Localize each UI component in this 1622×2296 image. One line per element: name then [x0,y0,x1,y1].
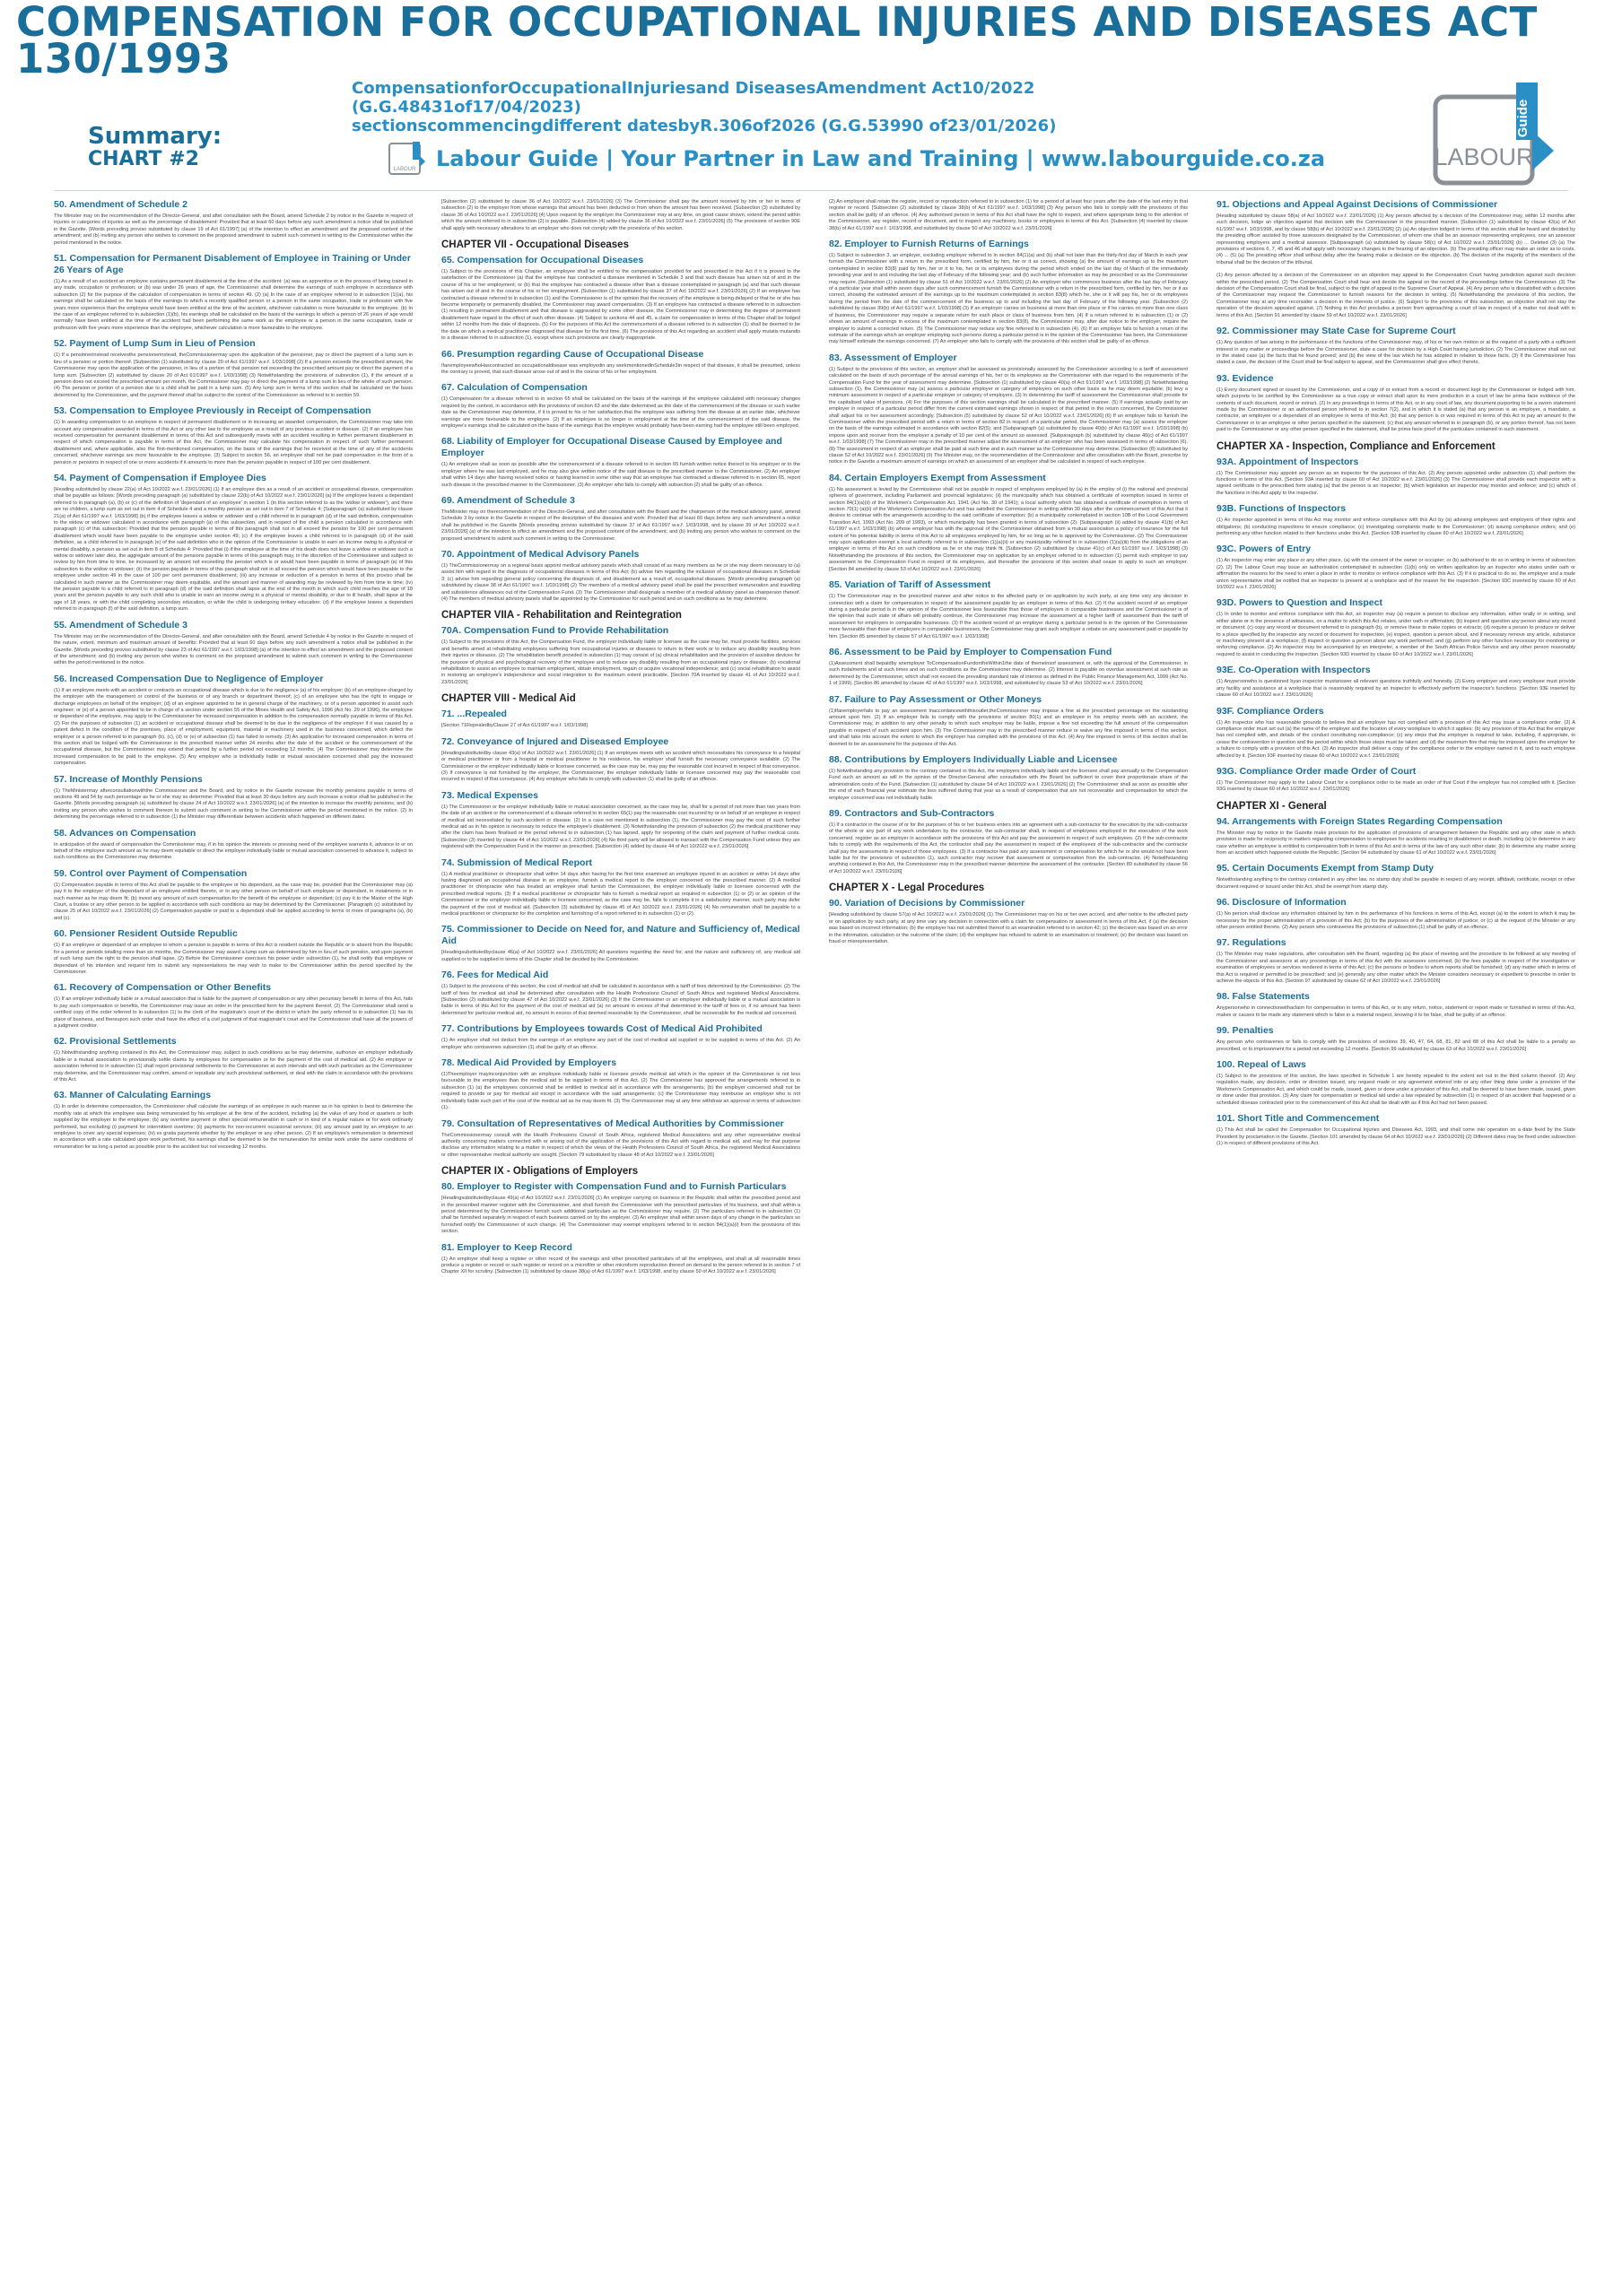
act-section [1216,766,1575,794]
summary-heading: Summary: [88,123,222,150]
section-heading: 85. Variation of Tariff of Assessment [829,579,991,591]
section-text: (1) The Commissioner may appoint any person as an inspector for the purposes of this Act. (2) Any person appointed under subsection (1) shall perform the functions in terms of this Act. [Section 93A inserted by clause 60 of Act 10/2022 w.e.f. 23/01/2026] (3) The Commissioner shall provide each inspector with a signed certificate in the prescribed form stating (a) that the person is an inspector; (b) which legislation an inspector may monitor and enforce; and (c) which of the functions in this Act apply to the inspector. [1216,470,1575,496]
section-heading: 56. Increased Compensation Due to Negligence of Employer [54,673,324,684]
section-text: TheMinister may on therecommendation of the Director-General, and after consultation with the Board and the chairperson of the medical advisory panel, amend Schedule 3 by notice in the Gazette in respect of the description of the diseases and work: Provided that at least 60 days before any such amendment a notice shall be published in the Gazette [Words preceding proviso substituted by clause 37 of Act 61/1997 w.e.f. 1/03/1998, and by clause 39 of Act 10/2022 w.e.f. 23/01/2026] (a) of the intention to effect an amendment and the proposed content of the amendment; and (b) inviting any person who wishes to comment on the proposed amendment to submit such comment in writing to the Commissioner. [441,509,800,542]
section-heading: 76. Fees for Medical Aid [441,970,549,981]
section-heading: 82. Employer to Furnish Returns of Earnings [829,239,1029,250]
act-section [1216,897,1575,931]
section-heading: 100. Repeal of Laws [1216,1059,1306,1071]
act-section [1216,816,1575,857]
act-section [1216,544,1575,591]
section-heading: 63. Manner of Calculating Earnings [54,1090,212,1101]
section-text: (1)Theemployer mayinconjunction with an employee individually liable or licensee provide medical aid which in the opinion of the Commissioner is not less favourable to the employees than the medical aid to be supplied in terms of this Act. (2) The Commissioner has approved the arrangements referred to in subsection (1) (a) the employees concerned shall be entitled to medical aid in accordance with the arrangements; (b) the employer concerned shall not be required to provide or pay for medical aid except in accordance with the said arrangements; (c) the Commissioner may reimburse an employer who is not individually liable such part of the cost of the medical aid as he may deem fit. (3) The Commissioner may at any time withdraw an approval in terms of subsection (1). [441,1072,800,1111]
labour-guide-small-logo-icon [388,140,427,179]
section-text: (1) If an employee or dependant of an employee to whom a pension is payable in terms of this Act is resident outside the Republic or is absent from the Republic for a period or periods totalling more than six months, the Commissioner may award a lump sum as determined by him in lieu of such pension, and upon payment of such lump sum the right to the pension shall lapse. (2) Before the Commissioner exercises his power under subsection (1), he shall notify that employee or dependant of his intention and request him to submit any representations he may wish to make to the Commissioner within the period specified by the Commissioner. [54,943,413,975]
section-heading: 99. Penalties [1216,1025,1274,1037]
act-section [1216,863,1575,891]
section-text: (1) As a result of an accident an employee sustains permanent disablement at the time of the accident: (a) was an apprentice or in the process of being trained in any trade, occupation or profession; or (b) was under 26 years of age, the Commissioner shall determine the earnings of such employee in accordance with subsection (2) for the purpose of the calculation of compensation in terms of section 49. (2) (a) In the case of an employee referred to in subsection (1)(a), his earnings shall be calculated on the basis of the earnings to which a recently qualified person or a person in the same occupation, trade or profession with five years more experience than the employee would have been entitled at the time of the accident, whichever calculation is more favourable to the employee. (b) In the case of an employee referred to in subsection (1)(b), his earnings shall be calculated on the basis of the earnings to which a person of 26 years of age would normally have been entitled at the time of the accident had been performing the same work as the employee or a person in the same occupation, trade or profession with five years more experience than the employee, whichever calculation is more favourable to the employee. [54,279,413,331]
act-section [441,1118,800,1160]
section-heading: 83. Assessment of Employer [829,352,957,363]
section-heading: 72. Conveyance of Injured and Diseased Employee [441,735,669,747]
act-section [54,1090,413,1151]
section-text: (1) Any person affected by a decision of the Commissioner on an objection may appeal to the Compensation Court having jurisdiction against such decision within the prescribed period. (2) The Compensation Court shall hear and decide the appeal on the record of the proceedings before the Commissioner. (3) The decision of the Compensation Court shall be final, subject to the right of appeal to the Supreme Court of Appeal. (4) Any person who is dissatisfied with a decision of the Commissioner may request the Commissioner to furnish reasons for the decision in writing. (5) Notwithstanding the provisions of this section, the Commissioner may at any time reconsider a decision in the interests of justice. (6) Subject to the provisions of this subsection, an objection shall not stay the operation of the decision appealed against. (7) Nothing in this Act precludes a person from approaching a court of law in respect of a matter not dealt with in terms of this Act. [Section 91 amended by clause 59 of Act 10/2022 w.e.f. 23/01/2026] [1216,273,1575,318]
section-text: In anticipation of the award of compensation the Commissioner may, if in his opinion the interests or pressing need of the employee warrants it, advance to or on behalf of the employee such amount as he may deem equitable or direct the employer individually liable or mutual association concerned to advance it, subject to such conditions as the Commissioner may determine. [54,841,413,861]
section-text: (1) TheCommissionermay on a regional basis appoint medical advisory panels which shall consist of as many members as he or she may deem necessary to (a) assist him with regard to the diagnosis of occupational diseases in terms of this Act; (b) advise him regarding the inclusion of occupational diseases in Schedule 3; (c) advise him regarding general policy concerning the diagnosis of, and disablement as a result of, occupational diseases. [Words preceding paragraph (a) substituted by clause 38 of Act 61/1997 w.e.f. 1/03/1998] (2) The members of a medical advisory panel shall be paid the prescribed remuneration and travelling and subsistence allowances out of the Compensation Fund. (3) The Commissioner shall designate a member of a medical advisory panel as chairperson thereof. (4) The members of medical advisory panels shall be appointed by the Commissioner for such period and on such conditions as he may determine. [441,563,800,603]
section-text: [Headingsubstitutedbyclause 49(a) of Act 10/2022 w.e.f. 23/01/2026] (1) An employer carrying on business in the Republic shall within the prescribed period and in the prescribed manner register with the Commissioner, and shall furnish the Commissioner with the prescribed particulars of his business, and shall within a period determined by the Commissioner furnish such additional particulars as the Commissioner may require. (2) The particulars referred to in subsection (1) shall be furnished separately in respect of each business carried on by the employer. (3) An employer shall within seven days of any change in the particulars so furnished notify the Commissioner of such change. (4) The Commissioner may exempt employers referred to in section 84(1)(a)(i) from the provisions of this section. [441,1196,800,1235]
act-section [829,199,1188,232]
section-heading: 91. Objections and Appeal Against Decisions of Commissioner [1216,199,1498,210]
section-heading: 51. Compensation for Permanent Disablement of Employee in Training or Under 26 Years of Age [54,253,411,276]
act-section [1216,1025,1575,1053]
section-text: Anypersonwho in connectionwithaclaim for compensation in terms of this Act, or in any return, notice, statement or report made or furnished in terms of this Act, makes or causes to be made any statement which is false in a material respect, knowing it to be false, shall be guilty of an offence. [1216,1005,1575,1018]
act-section [1216,503,1575,537]
act-section [54,405,413,466]
act-section [1216,706,1575,760]
amendment-reference [352,79,1249,135]
act-section [829,898,1188,945]
section-text: (1) Notwithstanding any provision to the contrary contained in this Act, the employers individually liable and the licensee shall pay annually to the Compensation Fund such an amount as will in the opinion of the Director-General after consultation with the Board be sufficient to cover their proportionate share of the administration costs of the Fund. [Subsection (1) substituted by clause 54 of Act 10/2022 w.e.f. 23/01/2026] (2) The Commissioner shall as soon as possible after the end of each financial year estimate the loss suffered during that year as a result of compensation that are not recoverable and compensation for which the employer concerned was not individually liable. [829,769,1188,801]
section-text: [Heading substituted by clause 57(a) of Act 10/2022 w.e.f. 23/01/2026] (1) The Commissioner may on his or her own accord, and after notice to the affected party or on application by such party, at any time vary any decision in connection with a claim for compensation or assessment in terms of this Act, if (a) the decision was based on incorrect information; (b) the employer has not submitted thereof to an examination referred to in section 42; (c) the decision was based on an error in the information, calculation or the outcome of the claim; (d) the employee has refused to submit to an examination or treatment; (e) the decision was based on fraud or misrepresentation. [829,912,1188,944]
act-section [1216,457,1575,498]
act-section [441,970,800,1017]
section-text: IfanemployeewhoHascontracted an occupationaldisease was employedin any workmentionedinSchedule3in respect of that disease, it shall be presumed, unless the contrary is proved, that such disease arose out of and in the course of his or her employment. [441,362,800,375]
document-body [54,199,1575,2289]
section-text: (1) Every document signed or issued by the Commissioner, and a copy of or extract from a record or document kept by the Commissioner or lodged with him, which purports to be certified by the Commissioner as a true copy or extract shall upon its mere production in a court of law be prima facie evidence of the contents of such document, record or extract. (2) In any proceedings in terms of this Act, or in any court of law, any document purporting to be a sworn statement made by the Commissioner or an authorised person referred to in section 7(2), and in which it is stated (a) that any person is an employer, a mandator, a contractor, an employee or a dependant of an employee in terms of this Act; (b) that any person is or was required in terms of this Act to pay an amount to the Commissioner or to an employee or other person specified in the statement; (c) that any amount referred to in paragraph (b), or any portion thereof, has not been paid to the Commissioner or any other person specified in the statement, shall be prima facie proof of the particulars contained in such statement. [1216,387,1575,433]
act-section [54,828,413,862]
act-section [829,239,1188,346]
section-text: Notwithstanding anything to the contrary contained in any other law, no stamp duty shall be payable in respect of any receipt, affidavit, certificate, receipt or other document required or issued under this Act, shall be exempt from stamp duty. [1216,877,1575,890]
amendment-line-1: CompensationforOccupationalInjuriesand DiseasesAmendment Act10/2022 (G.G.48431of17/04/2023) [352,79,1035,117]
section-text: (1) An employer shall keep a register or other record of the earnings and other prescribed particulars of all the employees, and shall at all reasonable times produce a register or record or such register or record on a microfilm or other microform reproduction thereof on demand to the person referred to in section 7 of Chapter XII for scrutiny. [Subsection (1) substituted by clause 38(a) of Act 61/1997 w.e.f. 1/03/1998, and by clause 50 of Act 10/2022 w.e.f. 23/01/2026] [441,1256,800,1275]
act-section [441,1181,800,1235]
chart-number: CHART #2 [88,148,199,170]
section-heading: 93D. Powers to Question and Inspect [1216,597,1382,609]
section-heading: 69. Amendment of Schedule 3 [441,494,575,506]
section-text: (1) The Commissioner may apply to the Labour Court for a compliance order to be made an order of that Court if the employer has not complied with it. [Section 93G inserted by clause 60 of Act 10/2022 w.e.f. 23/01/2026] [1216,779,1575,793]
section-heading: 78. Medical Aid Provided by Employers [441,1057,617,1069]
document-header [0,0,1622,194]
section-text: (1) An inspector appointed in terms of this Act may monitor and enforce compliance with this Act by (a) advising employees and employers of their rights and obligations; (b) conducting inspections to ensure compliance; (c) investigating complaints made to the Commissioner; (d) issuing compliance orders; and (e) performing any other function related to their functions under this Act. [Section 93B inserted by clause 60 of Act 10/2022 w.e.f. 23/01/2026] [1216,517,1575,536]
section-text: (1) No assessment is levied by the Commissioner shall not be payable in respect of employees employed by (a) in the employ of (i) the national and provincial spheres of government, including Parliament and provincial legislatures; (ii) the municipality which has obtained a certificate of exemption issued in terms of section 84(1)(a)(ii) of the Workmen's Compensation Act, 1941 (Act No. 30 of 1941); a local authority which has obtained a certificate of exemption in terms of section 70(1) (a)(ii) of the Workmen's Compensation Act and has satisfied the Commissioner in writing within 30 days after the commencement of this Act that it desires to continue with the arrangements according to the said certificate of exemption; (b) a municipality contemplated in section 10B of the Local Government Transition Act, 1993 (Act No. 209 of 1993), or which municipality has been granted in terms of subsection (2). [Subparagraph (ii) added by clause 41(b) of Act 61/1997 w.e.f. 1/03/1998] (b) whose employer has with the approval of the Commissioner obtained from a mutual association a policy of insurance for the full extent of his potential liability in terms of this Act to all employees employed by him, for so long as he is approved by the Commissioner. (2) The Commissioner may upon application exempt a local authority referred to in subsection (1)(a)(ii) or any municipality referred to in subsection (1)(a)(iii) from the obligations of an employer in terms of this Act on such conditions as he or she may think fit. [Subsection (2) substituted by clause 41(c) of Act 61/1997 w.e.f. 1/03/1998] (3) Notwithstanding the provisions of this section, the Commissioner may on application by an employer referred to in subsection (1) permit such employer to pay assessment to the Compensation Fund in respect of its employees, and thereafter the provisions of this section shall cease to apply to such an employer. [Section 84 amended by clause 53 of Act 10/2022 w.e.f. 23/01/2026] [829,486,1188,572]
act-section [441,857,800,918]
document-title: COMPENSATION FOR OCCUPATIONAL INJURIES AND DISEASES ACT 130/1993 [16,0,1538,83]
act-section [829,473,1188,573]
section-text: (1) The Commissioner may in the prescribed manner and after notice to the affected party or on application by such party, at any time vary any decision in connection with a claim for compensation in respect of the assessment payable by an employer in terms of this Act. (2) If the accident record of an employer during a particular period is in the opinion of the Commissioner less favourable than those of employers in comparable businesses and the Commissioner is of the opinion that such state of affairs will probably continue, the Commissioner may increase the assessment at a higher tariff of assessment than the tariff of assessment for employers in comparable businesses. (3) If the accident record of an employer during a particular period is in the opinion of the Commissioner more favourable than those of employers in comparable businesses, the Commissioner may grant such employer a rebate on any assessment paid or payable by him. [Section 85 amended by clause 57 of Act 61/1997 w.e.f. 1/03/1998] [829,594,1188,639]
chapter-heading: CHAPTER VIII - Medical Aid [441,693,576,705]
act-section [1216,326,1575,367]
section-text: (1) In order to monitor and enforce compliance with this Act, an inspector may (a) require a person to disclose any information, either orally or in writing, and either alone or in the presence of witnesses, on a matter to which this Act relates, under oath or affirmation; (b) inspect and question any person about any record or document; (c) copy any record or document referred to in paragraph (b), or remove these to make copies or extracts; (d) require a person to produce or deliver to a place specified by the inspector any record or document for inspection; (e) inspect, question a person about, and if necessary remove any article, substance or machinery present at a workplace; (f) inspect or question a person about any work performed; and (g) perform any other function necessary for monitoring or enforcing compliance. (2) An inspector may be accompanied by an interpreter, a member of the South African Police Service and any other person reasonably required to assist in conducting the inspection. [Section 93D inserted by clause 60 of Act 10/2022 w.e.f. 23/01/2026] [1216,612,1575,657]
logo-side-text: Guide [1515,99,1530,138]
section-heading: 98. False Statements [1216,991,1310,1003]
logo-wordmark: LABOUR [1434,144,1534,170]
section-text: (1) This Act shall be called the Compensation for Occupational Injuries and Diseases Act, 1993, and shall come into operation on a date fixed by the State President by proclamation in the Gazette. [Section 101 amended by clause 64 of Act 10/2022 w.e.f. 23/01/2026] (2) Different dates may be fixed under subsection (1) in respect of different provisions of this Act. [1216,1127,1575,1146]
section-text: (1) In awarding compensation to an employee in respect of permanent disablement or in increasing an awarded compensation, the Commissioner may take into account any compensation awarded in terms of this Act or any other law to the employee as a result of any previous accident or disease. (2) If an employee has received compensation for permanent disablement in terms of this Act and subsequently meets with an accident resulting in further permanent disablement in respect of which compensation is payable in terms of this Act, the Commissioner may calculate his compensation in respect of such further permanent disablement and, where applicable, also the first-mentioned compensation, on the basis of the earnings that he received at the time of any of the accidents concerned, whichever earnings are more favourable to the employee. (3) Subject to section 56, an employee shall not be paid compensation in the form of a pension or pensions in respect of one or more accidents if it amounts to more than the pension payable in respect of 100 per cent disablement. [54,420,413,465]
amendment-line-2: sectionscommencingdifferent datesbyR.306of2026 (G.G.53990 of23/01/2026) [352,117,1057,135]
act-section [54,774,413,822]
section-heading: 73. Medical Expenses [441,789,538,801]
section-text: (1) If a contractor in the course of or for the purposes of his or her business enters into an agreement with a sub-contractor for the execution by the sub-contractor of the whole or any part of any work undertaken by the contractor, the sub-contractor shall, in respect of employees employed in the execution of the work concerned, register as an employer in accordance with the provisions of this Act and pay the assessment in respect of such employees. (2) If the sub-contractor fails to comply with the requirements of this Act, the contractor shall pay the assessment in respect of the employees of the sub-contractor and the contractor shall pay the assessments in respect of those employees. (3) If a contractor has paid any assessment or compensation for which he or she would not have been liable but for the provisions of subsection (1), such contractor may recover that assessment or compensation from the sub-contractor. (4) Notwithstanding anything contained in this Act, the Commissioner may in the prescribed manner determine the assessment of the contractor. [Section 89 substituted by clause 56 of Act 10/2022 w.e.f. 23/01/2026] [829,822,1188,874]
header-divider [54,190,1568,191]
section-text: (1)Ifanemployerfails to pay an assessment Inaccordancewiththisoutlet,theCommissioner may impose a fine at the prescribed percentage on the outstanding amount upon him. (2) If an employer fails to comply with the provisions of section 80(1) and an employee in his employ meets with an accident, the Commissioner may, in addition to any other penalty to which such employer may be liable, impose a fine not exceeding the full amount of the compensation payable in respect of such accident upon him. (3) The Commissioner may in the prescribed manner reduce or waive any fine imposed in terms of this section, and shall take into account the extent to which the employer has complied with the provisions of this Act. (4) Any fine imposed in terms of this section shall be deemed to be an assessment for the purposes of this Act. [829,708,1188,747]
act-section [441,625,800,686]
section-text: (1) An inspector may enter any place or any other place, (a) with the consent of the owner or occupier; or (b) authorised to do so in writing in terms of subsection (2). (2) The Labour Court may issue an authorisation contemplated in subsection (1)(b) only on written application by an inspector who states under oath or affirmation the reasons for the need to enter a place in order to monitor or enforce compliance with this Act. (3) If it is practical to do so, the employer and a trade union representative shall be notified that an inspector is present at a workplace and of the reason for the inspection. [Section 93C inserted by clause 60 of Act 10/2022 w.e.f. 23/01/2026] [1216,558,1575,591]
chapter-heading: CHAPTER X - Legal Procedures [829,883,985,894]
section-text: The Minister may on the recommendation of the Director-General, and after consultation with the Board, amend Schedule 2 by notice in the Gazette in respect of injuries or categories of injuries as well as the percentage of disablement: Provided that at least 60 days before any such amendment a notice shall be published in the Gazette. [Words preceding proviso substituted by clause 19 of Act 61/1997] (a) of the intention to effect an amendment and the proposed content of the amendment; and (b) inviting any person who wishes to comment on the proposed amendment to submit such comment in writing to the Commissioner within the period mentioned in the notice. [54,213,413,246]
section-heading: 71. ...Repealed [441,709,507,720]
section-heading: 94. Arrangements with Foreign States Regarding Compensation [1216,815,1503,827]
act-section [54,982,413,1030]
act-section [829,579,1188,640]
act-section [441,1023,800,1051]
section-text: (1) Subject to the provisions of this section, the laws specified in Schedule 1 are hereby repealed to the extent set out in the third column thereof. (2) Any regulation made, any decision, order or direction issued, any request made or any agreement entered into or any other thing done under a provision of the Workmen's Compensation Act, and which could be made, issued, given or done under a provision of this Act, shall be deemed to have been made, issued, given or done under that provision. (3) Any claim for compensation or medical aid under a law repealed by subsection (1) in respect of an accident that happened or a scheduled disease contracted prior to the commencement of this Act shall be dealt with as if this Act had not been passed. [1216,1074,1575,1106]
section-text: (1) Subject to the provisions of this section, an employer shall be assessed as provisionally assessed by the Commissioner according to a tariff of assessment calculated on the basis of such percentage of the annual earnings of his, her or its employees as the Commissioner with due regard to the requirements of the Compensation Fund for the year of assessment may determine. [Subsection (1) substituted by clause 40(a) of Act 61/1997 w.e.f. 1/03/1998] (2) Notwithstanding subsection (1), the Commissioner may (a) assess a particular employer or category of employers on such other basis as he may deem equitable; (b) levy a minimum assessment in respect of a particular employer or category of employers. (3) In determining the tariff of assessment the Commissioner shall provide for the capitalised value of pensions. (4) For the purposes of this section earnings shall be calculated in the prescribed manner. (5) If earnings actually paid by an employer in respect of a particular period differ from the current estimated earnings shown in respect of that period in the return concerned, the Commissioner shall adjust his or her assessment accordingly. [Subsection (5) substituted by clause 52 of Act 10/2022 w.e.f. 23/01/2026] (6) If an employer fails to furnish the Commissioner within the prescribed period with a return in terms of section 82 in respect of a particular period, the Commissioner may (a) assess the employer on the basis of the earnings estimated in accordance with section 82(5); and [Subparagraph (a) substituted by clause 40(b) of Act 61/1997 w.e.f. 1/03/1998] (b) impose upon and recover from the employer a penalty of 10 per cent of the amount so assessed. [Subparagraph (b) substituted by clause 40(c) of Act 61/1997 w.e.f. 1/03/1998] (7) The Commissioner may in the prescribed manner adjust the assessment of an employer who has been assessed in terms of subsection (6). (8) The assessment in respect of an employer shall be paid at such time and in such manner as the Commissioner may determine. [Subsection (8) substituted by clause 52 of Act 10/2022 w.e.f. 23/01/2026] (9) The Minister may, on the recommendation of the Commissioner and after consultation with the Board, prescribe by notice in the Gazette a maximum amount of earnings on which an assessment of an employer shall be calculated in respect of each employee. [829,366,1188,465]
column-3 [829,199,1188,2289]
act-section [54,868,413,922]
section-heading: 74. Submission of Medical Report [441,857,593,868]
act-section [441,199,800,232]
section-text: (1) TheMinistermay afterconsultationwiththe Commissioner and the Board, and by notice in the Gazette increase the monthly pensions payable in terms of sections 49 and 54 by such percentage as he or she may so determine: Provided that at least 30 days before any such increase a notice shall be published in the Gazette. [Words preceding paragraph (a) substituted by clause 24 of Act 10/2022 w.e.f. 23/01/2026] (a) of the intention to increase the monthly pensions; and (b) inviting any person who wishes to comment thereon to submit such comment in writing to the Commissioner within the period mentioned in the notice. (2) In determining the percentage referred to in subsection (1) the Minister may differentiate between accidents which happened on different dates. [54,787,413,821]
section-heading: 65. Compensation for Occupational Diseases [441,255,644,266]
act-section [54,1036,413,1083]
section-heading: 52. Payment of Lump Sum in Lieu of Pension [54,338,256,350]
section-text: (1) Subject to the provisions of this Chapter, an employee shall be entitled to the compensation provided for and prescribed in this Act if it is proved to the satisfaction of the Commissioner (a) that the employee has contracted a disease mentioned in Schedule 3 and that such disease has arisen out of and in the course of his or her employment; or (b) that the employee has contracted a disease other than a disease contemplated in paragraph (a) and that such disease has arisen out of and in the course of his or her employment. [Subsection (1) substituted by clause 37 of Act 10/2022 w.e.f. 23/01/2026] (2) If an employee has contracted a disease referred to in subsection (1) and the Commissioner is of the opinion that the recovery of the employee is being delayed or that he or she has become temporarily or permanently disabled, the Commissioner may award compensation. (3) If an employee has contracted a disease referred to in subsection (1) resulting in permanent disablement and that disease is aggravated by some other disease, the Commissioner may in determining the degree of permanent disablement have regard to the effect of such other disease. (4) Subject to sections 44 and 45, a claim for compensation in terms of this Chapter shall be lodged within 12 months from the date of diagnosis. (5) For the purposes of this Act the commencement of a disease referred to in subsection (1) shall be deemed to be the date on which a medical practitioner diagnosed that disease for the first time. (6) The provisions of this Act regarding an accident shall apply mutatis mutandis to a disease referred to in subsection (1), except where such provisions are clearly inappropriate. [441,269,800,342]
section-heading: 101. Short Title and Commencement [1216,1113,1380,1125]
section-heading: 93A. Appointment of Inspectors [1216,456,1359,467]
section-heading: 96. Disclosure of Information [1216,897,1347,909]
section-text: TheCommissionermay consult with the Health Professions Council of South Africa, registered Medical Associations and any other representative medical authority concerning matters connected with or arising out of the application of the provisions of this Act with regard to medical aid, and may for that purpose disclose any information relating to a matter in respect of which the views of the Health Professions Council of South Africa, the registered Medical Associations or other representative medical authority are sought. [Section 79 substituted by clause 48 of Act 10/2022 w.e.f. 23/01/2026] [441,1132,800,1158]
section-heading: 88. Contributions by Employers Individually Liable and Licensee [829,754,1118,765]
section-text: (1) Any question of law arising in the performance of the functions of the Commissioner may, of his or her own motion or at the request of a party with a sufficient interest in any matter or proceedings before the Commissioner, state a case for decision by a High Court having jurisdiction. (2) The Commissioner shall set out in the stated case (a) the facts that he found proved; and (b) the view of the law which he has adopted in relation to those facts. (3) If the Commissioner has stated a case, the decision of the Court shall be final subject to appeal, and the Commissioner shall give effect thereto. [1216,340,1575,366]
section-heading: 95. Certain Documents Exempt from Stamp Duty [1216,863,1435,874]
section-text: (1) If a pensionerinstead receivesthe pensionerinstead, theCommissionermay upon the application of the pensioner, pay or direct the payment of a lump sum in lieu of a pension or portion thereof. [Subsection (1) substituted by clause 20 of Act 61/1997 w.e.f. 1/03/1998] (2) If a pension exceeds the prescribed amount, the Commissioner may upon the application of the pensioner, in lieu of a portion of that pension not exceeding the prescribed amount pay or direct the payment of a lump sum. [Subsection (2) substituted by clause 20 of Act 61/1997 w.e.f. 1/03/1998] (3) Notwithstanding the provisions of subsection (1), if the amount of a pension does not exceed the prescribed amount per month, the Commissioner may pay or direct the payment of a lump sum in lieu of the whole of such pension. (4) The pension or portion of a pension due to a child shall be paid in a lump sum. (5) Any lump sum in terms of this section shall be calculated on the basis determined by the Commissioner, and the payment thereof shall be subject to the control of the Commissioner as referred to in section 59. [54,352,413,398]
act-section [54,620,413,667]
section-text: (1) An employer shall not deduct from the earnings of an employee any part of the cost of medical aid supplied or to be supplied in terms of this Act. (2) An employer who contravenes subsection (1) shall be guilty of an offence. [441,1038,800,1050]
section-text: (1) If an employer individually liable or a mutual association that is liable for the payment of compensation or any other pecuniary benefit in terms of this Act, fails to pay such compensation or benefits, the Commissioner may issue an order in the prescribed form for the payment thereof. (2) The Commissioner shall send a certified copy of the order referred to in subsection (1) to the clerk of the magistrate's court of the district in which the party referred to in subsection (1) has its place of business, and thereupon such order shall have the effect of a civil judgment of that magistrate's court and the Commissioner shall have all the powers of a judgment creditor. [54,996,413,1029]
section-heading: 81. Employer to Keep Record [441,1241,572,1253]
act-section [1216,1113,1575,1147]
act-section [441,255,800,342]
chapter-heading: CHAPTER XA - Inspection, Compliance and Enforcement [1216,440,1496,452]
section-heading: 54. Payment of Compensation if Employee Dies [54,472,266,483]
section-heading: 57. Increase of Monthly Pensions [54,773,203,785]
section-heading: 59. Control over Payment of Compensation [54,867,248,879]
act-section [829,647,1188,688]
small-logo-wordmark: LABOUR [393,167,416,172]
section-heading: 93E. Co-Operation with Inspectors [1216,665,1371,676]
section-text: (1) In order to determine compensation, the Commissioner shall calculate the earnings of an employee in such manner as in his opinion is best to determine the monthly rate at which the employee was being remunerated by his employer at the time of the accident, including (a) the value of any food or quarters or both supplied by the employer to the employee; (b) any overtime payment or other special remuneration in cash or in kind of a regular nature or for work ordinarily performed, but excluding (i) payment for intermittent overtime; (ii) payments for non-recurrent occasional services; (iii) any amount paid by an employer to an employee to cover any special expenses; (iv) ex gratia payments whether by the employer or any other person. (2) If an employee's remuneration is determined in accordance with a rate calculated upon work performed, his earnings shall be deemed to be the remuneration for similar work under the same conditions of remuneration for as long a period as possible prior to the accident but not exceeding 12 months. [54,1104,413,1150]
section-heading: 53. Compensation to Employee Previously in Receipt of Compensation [54,405,371,417]
tagline: Labour Guide | Your Partner in Law and Training | www.labourguide.co.za [436,146,1326,171]
chapter-heading: CHAPTER VIIA - Rehabilitation and Reintegration [441,610,682,622]
section-text: The Minister may on the recommendation of the Director-General, and after consultation with the Board, amend Schedule 4 by notice in the Gazette in respect of the nature, extent, minimum and maximum amount of benefits: Provided that at least 60 days before any such amendment a notice shall be published in the Gazette. [Words preceding proviso substituted by clause 23 of Act 61/1997 w.e.f. 1/03/1998] (a) of the intention to effect an amendment and the proposed content of the amendment; and (b) inviting any person who wishes to comment on the proposed amendment to submit such comment in writing to the Commissioner within the period mentioned in the notice. [54,633,413,666]
section-heading: 93. Evidence [1216,372,1274,384]
section-text: Any person who contravenes or fails to comply with the provisions of sections 39, 40, 47, 64, 68, 81, 82 and 88 of this Act shall be liable to a penalty as prescribed, or to imprisonment for a period not exceeding 12 months. [Section 99 substituted by clause 63 of Act 10/2022 w.e.f. 23/01/2026] [1216,1039,1575,1052]
chapter-heading: CHAPTER XI - General [1216,800,1327,812]
section-text: [Subsection (2) substituted by clause 36 of Act 10/2022 w.e.f. 23/01/2026] (3) The Commissioner shall pay the amount received by him or her in terms of subsection (2) to the employer from whose earnings that amount has been deducted or from whom the amount has been received. [Subsection (3) substituted by clause 36 of Act 10/2022 w.e.f. 23/01/2026] (4) Upon request by the employer the Commissioner may at any time, on good cause shown, extend the period within which the amount referred to in subsection (2) is payable. [Subsection (4) added by clause 36 of Act 10/2022 w.e.f. 23/01/2026] (5) The provisions of section 90E shall apply with necessary alterations to an employer who does not comply with the provisions of this section. [441,199,800,231]
act-section [441,1242,800,1276]
act-section [441,436,800,489]
section-text: (1) Anypersonwho is questioned byan inspector mustanswer all relevant questions truthfully and honestly. (2) Every employer and every employee must provide any facility and assistance at a workplace that is reasonably required by an inspector to effectively perform the inspector's functions. [Section 93E inserted by clause 60 of Act 10/2022 w.e.f. 23/01/2026] [1216,679,1575,699]
section-heading: 75. Commissioner to Decide on Need for, and Nature and Sufficiency of, Medical Aid [441,924,800,947]
section-text: [Heading substituted by clause 58(a) of Act 10/2022 w.e.f. 23/01/2026] (1) Any person affected by a decision of the Commissioner may, within 12 months after such decision, lodge an objection against that decision with the Commissioner in the prescribed manner. [Subsection (1) substituted by clause 43(a) of Act 61/1997 w.e.f. 1/03/1998, and by clause 58(b) of Act 10/2022 w.e.f. 23/01/2026] (2) (a) An objection lodged in terms of this section shall be heard and decided by the presiding officer assisted by three assessors designated by the Commissioner, of whom one shall be an assessor representing employees, one an assessor representing employers and a medical assessor. [Subparagraph (a) substituted by clause 58(c) of Act 10/2022 w.e.f. 23/01/2026] (b) ... Deleted (3) (a) The provisions of sections 6, 7, 45 and 46 shall apply with necessary changes to the hearing of an objection. (b) The presiding officer may make an order as to costs. (4) ... (5) (a) The presiding officer shall without delay after the hearing make a decision on the objection. (b) The decision of the majority of the members of the tribunal shall be the decision of the tribunal. [1216,213,1575,265]
section-text: (1) Subject to the provisions of this section, the cost of medical aid shall be calculated in accordance with a tariff of fees determined by the Commissioner. (2) The tariff of fees for medical aid shall be determined after consultation with the Health Professions Council of South Africa and registered Medical Associations. [Subsection (2) substituted by clause 47 of Act 10/2022 w.e.f. 23/01/2026] (3) If the Commissioner or an employer individually liable or a mutual association is liable in terms of this Act for the payment of the cost of medical aid (a) no amount in excess of that determined in the tariff of fees or, if no amount has been determined for particular medical aid, no amount in excess of that deemed reasonable by the Commissioner, shall be recoverable for the medical aid concerned. [441,984,800,1016]
section-heading: 87. Failure to Pay Assessment or Other Moneys [829,693,1042,705]
act-section [441,349,800,377]
section-heading: 93B. Functions of Inspectors [1216,503,1347,515]
labour-guide-logo-icon [1430,79,1557,190]
section-heading: 86. Assessment to be Paid by Employer to Compensation Fund [829,646,1112,657]
act-section [829,808,1188,875]
chapter-heading: CHAPTER VII - Occupational Diseases [441,239,629,251]
section-heading: 84. Certain Employers Exempt from Assessment [829,472,1046,483]
section-heading: 67. Calculation of Compensation [441,382,588,394]
act-section [441,736,800,784]
act-section [1216,937,1575,985]
act-section [441,790,800,851]
section-heading: 89. Contractors and Sub-Contractors [829,808,995,820]
section-text: (1) No person shall disclose any information obtained by him in the performance of his functions in terms of this Act, except (a) to the extent to which it may be necessary for the proper administration of a provision of this Act; (b) for the purposes of the administration of justice; or (c) at the request of the Minister or any other person entitled thereto. (2) Any person who contravenes the provisions of subsection (1) shall be guilty of an offence. [1216,911,1575,930]
section-text: The Minister may by notice in the Gazette make provision for the application of provisions of arrangement between the Republic and any other state in which provision is made for reciprocity in matters regarding compensation to employees for accidents resulting in disablement or death, including (a) to determine in any case whether an employee is entitled to compensation both in terms of this Act and in terms of the law of any such other state; (b) to determine any matter arising from an accident which happened outside the Republic. [Section 94 substituted by clause 61 of Act 10/2022 w.e.f. 23/01/2026] [1216,830,1575,856]
section-text: (1) Compensation for a disease referred to in section 65 shall be calculated on the basis of the earnings of the employee calculated with necessary changes required by the context, in accordance with the provisions of section 63 and the date determined as the date of the commencement of the disease or such earlier date as the Commissioner may determine, if it is proved to his or her satisfaction that the employee was suffering from the disease at an earlier date, whichever earnings are more favourable to the employee. (2) If an employee is no longer in employment at the time of the commencement of the said disease, the employee's earnings shall be calculated on the basis of the earnings that the employee would probably have been earning had the employee still been employed. [441,396,800,429]
act-section [829,754,1188,802]
section-heading: 80. Employer to Register with Compensation Fund and to Furnish Particulars [441,1181,787,1193]
section-text: [Headingsubstitutedbyclause 46(a) of Act 10/2022 w.e.f. 23/01/2026] All questions regarding the need for, and the nature and sufficiency of, any medical aid supplied or to be supplied in terms of this Chapter shall be decided by the Commissioner. [441,950,800,962]
act-section [1216,597,1575,658]
section-heading: 92. Commissioner may State Case for Supreme Court [1216,326,1456,337]
act-section [54,253,413,332]
act-section [54,473,413,613]
section-heading: 62. Provisional Settlements [54,1036,177,1048]
section-text: (1)Assessment shall bepaidby anemployer ToCompensationFundontheWithin1the date of themeinsof assessment or, with the approval of the Commissioner, in such instalments and at such times and on such conditions as the Commissioner may determine. (2) Interest is payable on overdue assessment at such rate as determined by the Commissioner, which shall not exceed the prevailing standard rate of interest as defined in the Public Finance Management Act, 1999 (Act No. 1 of 1999). [Section 86 amended by clause 42 of Act 61/1997 w.e.f. 1/03/1998, and substituted by clause 53 of Act 10/2022 w.e.f. 23/01/2026] [829,660,1188,687]
column-1 [54,199,413,2289]
section-text: (2) An employer shall retain the register, record or reproduction referred to in subsection (1) for a period of at least four years after the date of the last entry in that register or record. [Subsection (2) substituted by clause 38(b) of Act 61/1997 w.e.f. 1/03/1998] (3) Any person who fails to comply with the provisions of this section shall be guilty of an offence. (4) Any authorised person in terms of this Act shall have the right to inspect, and where appropriate bring to the attention of the Commissioner, any register, record or document, and to inspect any machinery, books or employees in terms of this Act. [Subsection (4) inserted by clause 38(b) of Act 61/1997 w.e.f. 1/03/1998, and substituted by clause 50 of Act 10/2022 w.e.f. 23/01/2026] [829,199,1188,231]
section-text: (1) The Commissioner or the employer individually liable or mutual association concerned, as the case may be, shall for a period of not more than two years from the date of an accident or the commencement of a disease referred to in section 65(1) pay the reasonable cost incurred by or on behalf of an employee in respect of medical aid necessitated by such accident or disease. (2) In a case not mentioned in subsection (1), the Commissioner may pay the cost of such further medical aid as in his opinion is necessary to reduce the employee's disablement. (3) Notwithstanding the provision of subsection (2) the medical practitioner may after the claim has been finalised or the period referred to in subsection (1) has lapsed, apply for reopening of the claim and payment of further medical costs. [Subsection (3) inserted by clause 44 of Act 10/2022 w.e.f. 23/01/2026] (4) No third party will be allowed to transact with the Compensation Fund unless they are registered with the Compensation Fund in the manner as prescribed. [Subsection (4) added by clause 44 of Act 10/2022 w.e.f. 23/01/2026] [441,804,800,850]
section-text: (1) An inspector who has reasonable grounds to believe that an employer has not complied with a provision of this Act may issue a compliance order. (2) A compliance order must set out (a) the name of the employer and the location of every workplace to which it applies; (b) any provision of this Act that the employer has not complied with, and details of the conduct constituting non-compliance; (c) any steps that the employer is required to take, including, if appropriate, to cease the contravention in question and the period within which those steps must be taken; and (d) the maximum fine that may be imposed upon the employer for a failure to comply with a provision of this Act. (3) An inspector shall deliver a copy of the compliance order to the employer named in it, and to each employee affected by it. [Section 93F inserted by clause 60 of Act 10/2022 w.e.f. 23/01/2026] [1216,719,1575,759]
act-section [54,338,413,399]
section-heading: 93G. Compliance Order made Order of Court [1216,765,1417,777]
section-text: (1) Notwithstanding anything contained in this Act, the Commissioner may, subject to such conditions as he may determine, authorize an employer individually liable or a mutual association to provisionally settle claims by employees for compensation or for the payment of the cost of medical aid. (2) An employer or association referred to in subsection (1) shall report provisional settlements to the Commissioner at such intervals and with such particulars as the Commissioner may determine, and the Commissioner may confirm, amend or repudiate any such provisional settlement, or deal with the claim in accordance with the provisions of this Act. [54,1050,413,1083]
chapter-heading: CHAPTER IX - Obligations of Employers [441,1166,639,1178]
act-section [1216,665,1575,699]
column-4 [1216,199,1575,2289]
act-section [1216,273,1575,319]
act-section [54,199,413,247]
act-section [441,924,800,963]
act-section [54,674,413,768]
section-text: (1) Compensation payable in terms of this Act shall be payable to the employee or his dependant, as the case may be, provided that the Commissioner may (a) pay it to the employer of the dependant of an employee entitled thereto, or to any other person on behalf of such employee or dependant, in instalments or in such manner as he may deem fit; (b) invest any amount of such compensation for the benefit of the employee or dependant; (c) pay it to the Master of the High Court, a trustee or any other person to be applied in accordance with such conditions as may be determined by the Commissioner. [Paragraph (c) substituted by clause 25 of Act 10/2022 w.e.f. 23/01/2026] (2) Compensation payable or paid to a dependant shall be applied according to terms or more of paragraphs (a), (b) and (c). [54,882,413,921]
act-section [441,382,800,430]
section-heading: 60. Pensioner Resident Outside Republic [54,928,238,940]
act-section [829,694,1188,748]
section-heading: 66. Presumption regarding Cause of Occupational Disease [441,348,704,360]
act-section [1216,991,1575,1019]
act-section [441,709,800,729]
section-heading: 93F. Compliance Orders [1216,705,1324,717]
act-section [829,352,1188,466]
section-heading: 58. Advances on Compensation [54,827,196,839]
section-heading: 93C. Powers of Entry [1216,544,1312,555]
column-2 [441,199,800,2289]
section-text: (1) An employee shall as soon as possible after the commencement of a disease referred to in section 65 furnish written notice thereof to his employer or to the employer where he was last employed, and he may also give written notice of the said disease to the prescribed manner to the Commissioner. (2) An employer shall within 14 days after having received notice or having learned in some other way that an employee has contracted a disease referred to in section 65, report such disease in the prescribed manner to the Commissioner. (3) An employer who fails to comply with subsection (2) shall be guilty of an offence. [441,462,800,488]
section-text: (1) The Minister may make regulations, after consultation with the Board, regarding (a) the place of meeting and the procedure to be followed at any meeting of the Commissioner and assessors at any proceedings in terms of this Act with the assessors concerned; (b) the fees payable in respect of the investigation or examination of employees or services rendered in terms of this Act; (c) the persons or bodies to whom reports shall be furnished; (d) any matter which in terms of this Act is required or permitted to be prescribed; and (e) generally any other matter which the Minister considers necessary or expedient to prescribe in order to achieve the objects of this Act. [Section 97 substituted by clause 62 of Act 10/2022 w.e.f. 23/01/2026] [1216,952,1575,985]
section-heading: 97. Regulations [1216,937,1286,949]
section-text: [Headingsubstitutedby clause 43(a) of Act 10/2022 w.e.f. 23/01/2026] (1) If an employee meets with an accident which necessitates his conveyance to a hospital or medical practitioner or from a hospital or medical practitioner to his residence, his employer shall furnish the necessary conveyance available. (2) The Commissioner or the employer individually liable or licensee concerned, as the case may be, may pay the reasonable cost incurred in respect of that conveyance. (3) If conveyance is not furnished by the employer, the Commissioner, the employer individually liable or licensee concerned may pay the reasonable cost incurred in respect of that conveyance. (4) Any employer who fails to comply with subsection (1) shall be guilty of an offence. [441,750,800,783]
act-section [441,1057,800,1111]
section-heading: 50. Amendment of Schedule 2 [54,199,187,210]
section-heading: 61. Recovery of Compensation or Other Benefits [54,982,272,994]
section-heading: 68. Liability of Employer for Occupational Disease Caused by Employee and Employer [441,436,782,459]
section-text: (1) Subject to subsection 3, an employer, excluding employer referred to in section 84(1)(a) and (b) shall not later than the thirty-first day of March in each year furnish the Commissioner with a return in the prescribed form, certified by him, her or it as correct, showing (a) the amount of earnings up to the maximum contemplated in section 83(8) paid by him, her or it to his, her or its employees during the period which ended on the last day of March of the immediately preceding year and to and including the last day of February of the following year; and (b) such further information as may be prescribed or as the Commissioner may require. [Subsection (1) substituted by clause 51 of Act 10/2022 w.e.f. 23/01/2026] (2) An employer who commences business after the last day of February of a particular year shall within seven days after such commencement furnish the Commissioner with a return in the prescribed form, certified by him, her or it as correct, showing the estimated amount of the earnings up to the maximum contemplated in section 83(8) which he, she or it will pay his, her or its employees during the period from the date of the commencement of the business up to and including the last day of February of the following year. [Subsection (2) substituted by clause 39(b) of Act 61/1997 w.e.f. 1/03/1998] (3) If an employer carries on business at more than one place or if he carries on more than one class of business, the Commissioner may require a separate return for each place or class of business from him. (4) If a return referred to in subsection (1) or (2) shows an amount of earnings in excess of the maximum contemplated in section 83(8), the Commissioner may, after due notice to the employer, require the employer to submit a corrected return. (5) The Commissioner may reduce any fine referred to in subsection (4). (6) If an employer fails to furnish a return of the estimate of the earnings which an employer employing such persons during a particular period is in the opinion of the Commissioner has been, the Commissioner may himself estimate the earnings concerned. (7) An employer who fails to comply with the provisions of this section shall be guilty of an offence. [829,253,1188,345]
section-text: (1) Subject to the provisions of this Act, the Compensation Fund, the employer individually liable or licensee as the case may be, must provide facilities, services and benefits aimed at rehabilitating employees suffering from occupational injuries or diseases to return to their work or to reduce any disability resulting from their injuries or diseases. (2) The rehabilitation benefit provided in subsection (1) may consist of (a) clinical rehabilitation and the provision of assistive devices for the purpose of physical and psychological recovery of the employee and to reduce any disability resulting from an occupational injury or disease; (b) vocational rehabilitation to assist an employee to maintain employment, obtain employment, regain or acquire vocational independence; and (c) social rehabilitation to assist in restoring an employee's independence and social integration to the maximum extent practicable. [Section 70A inserted by clause 41 of Act 10/2022 w.e.f. 23/01/2026] [441,639,800,685]
section-heading: 79. Consultation of Representatives of Medical Authorities by Commissioner [441,1118,784,1129]
section-heading: 55. Amendment of Schedule 3 [54,619,187,631]
act-section [54,928,413,976]
section-text: [Section 71RepealedbyClause 27 of Act 61/1997 w.e.f. 1/03/1998] [441,723,588,729]
section-heading: 70. Appointment of Medical Advisory Panels [441,549,640,560]
act-section [441,495,800,543]
section-heading: 70A. Compensation Fund to Provide Rehabilitation [441,625,669,637]
section-text: [Heading substituted by clause 22(a) of Act 10/2022 w.e.f. 23/01/2026] (1) If an employee dies as a result of an accident or occupational disease, compensation shall be payable as follows: [Words preceding paragraph (a) substituted by clause 22(b) of Act 10/2022 w.e.f. 23/01/2026] (a) If the employee leaves a dependant referred to in paragraph (a), (b) or (c) of the definition of 'dependant of an employee' in section 1 (in this section referred to as the 'widow or widower'), and there are no children, a lump sum as set out in item 4 of Schedule 4 and a monthly pension as set out in item 7 of Schedule 4; [Subparagraph (a) substituted by clause 21(a) of Act 61/1997 w.e.f. 1/03/1998] (b) if the employee leaves a widow or widower and a child referred to in paragraph (d) of the said definition, compensation to the widow or widower calculated in accordance with paragraph (a) of this subsection, and in respect of the child a pension calculated in accordance with paragraph (c) of this subsection: Provided that the pension payable in terms of this paragraph shall not in all exceed the pension for 100 per cent permanent disablement which would have been payable to the employee under section 49; (c) if the employee leaves a child referred to in paragraph (d) of the said definition, as a child referred to in paragraph (e) of the said definition who in the opinion of the Commissioner is unable to earn an income owing to a physical or mental disability, a pension as set out in item 8 of Schedule 4: Provided that (i) if the employee at the time of his death does not leave a widow or widower such a widow or widower later dies, the aggregate amount of the pensions payable in terms of this paragraph may, in the discretion of the Commissioner and subject to review by him from time to time, be increased by an amount not exceeding the pension which is or would have been payable in terms of paragraph (a) of this subsection to the widow or widower; (ii) the pension payable in terms of this paragraph shall not in all exceed the pension which would have been payable to the employee under section 49 in the case of 100 per cent permanent disablement; (iii) any increase or reduction of a pension in terms of this proviso shall be calculated in such manner as the Commissioner may deem equitable, and the amount and manner of awarding may be reviewed by him from time to time; (iv) the pension payable to a child referred to in paragraph (d) of the said definition shall lapse at the end of the month in which such child reaches the age of 18 years and the pension payable to any such child who is unable to earn an income owing to a physical or mental disability, or due to ill health, shall lapse at the age of 18 years, or with the child completing secondary education, or while the child is undergoing tertiary education; (d) if the employee leaves a dependant referred to in paragraph (f) of the said definition, a lump sum. [54,486,413,613]
act-section [1216,199,1575,266]
act-section [1216,373,1575,434]
section-heading: 90. Variation of Decisions by Commissioner [829,898,1025,909]
section-heading: 77. Contributions by Employees towards Cost of Medical Aid Prohibited [441,1023,763,1035]
act-section [441,549,800,603]
section-text: (1) A medical practitioner or chiropractor shall within 14 days after having for the first time examined an employee injured in an accident or within 14 days after having diagnosed an occupational disease in an employee, furnish a medical report to the employer concerned on the prescribed manner. (2) A medical practitioner or chiropractor who has treated an employee shall furnish the Commissioner, the employer individually liable or licensee concerned with the prescribed medical reports. (3) If a medical practitioner or chiropractor fails to furnish a medical report as required in subsection (1) or (2) or an opinion of the Commissioner or the employer individually liable or licensee concerned, as the case may be, fails to complete it in a satisfactory manner, such party may defer the payment of the cost of medical aid. [Subsection (3) substituted by clause 45 of Act 10/2022 w.e.f. 23/01/2026] (4) No remuneration shall be payable to a medical practitioner or chiropractor for the completion and furnishing of a report referred to in subsection (1) or (2). [441,871,800,917]
act-section [1216,1059,1575,1107]
section-text: (1) If an employee meets with an accident or contracts an occupational disease which is due to the negligence (a) of his employer; (b) of an employee charged by the employer with the management or control of the business or of any branch or department thereof; (c) of an employee who has the right to engage or discharge employees on behalf of the employer; (d) of an engineer appointed to be in general charge of the machinery, or of a person appointed to assist such engineer; or (e) of a person appointed to be in charge of a section under section 55 of the Mines Health and Safety Act, 1996 (Act No. 29 of 1996), the employee or dependant of the employee, may apply to the Commissioner for increased compensation in addition to the compensation normally payable in terms of this Act. (2) For the purposes of subsection (1) an accident or occupational disease shall be deemed to be due to the negligence of the employer if it was caused by a patent defect in the condition of the premises, place of employment, equipment, material or machinery used in the business concerned, which defect the employer or a person referred to in paragraph (b), (c), (d) or (e) of subsection (1) has failed to remedy. (3) An application for increased compensation in terms of this section shall be lodged with the Commissioner in the prescribed manner within 24 months after the date of the accident or the commencement of the occupational disease, but the Commissioner may extend that period by a further period not exceeding 12 months. (4) The Commissioner may determine the increased compensation to be paid to the employee. (5) Any employer who is individually liable or mutual association concerned shall pay the increased compensation. [54,687,413,767]
